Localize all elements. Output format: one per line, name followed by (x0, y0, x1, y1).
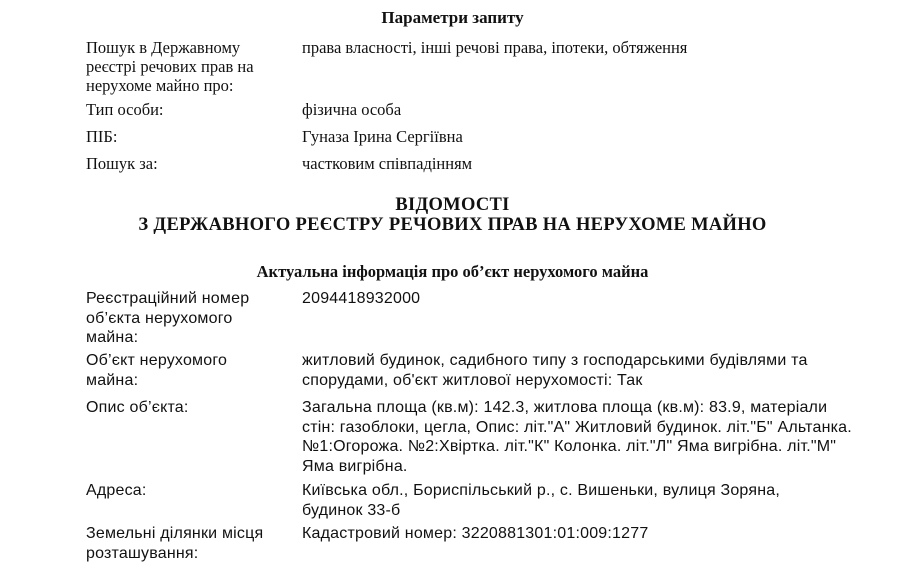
actual-value: 2094418932000 (302, 290, 421, 307)
params-value: фізична особа (302, 100, 402, 119)
actual-label: Адреса: (86, 482, 147, 499)
document-title-line2: З ДЕРЖАВНОГО РЕЄСТРУ РЕЧОВИХ ПРАВ НА НЕРУХОМЕ МАЙНО (138, 215, 767, 235)
actual-info-heading: Актуальна інформація про об’єкт нерухомого майна (256, 262, 649, 281)
actual-label: Земельні ділянки місця розташування: (86, 525, 264, 562)
actual-value: Київська обл., Бориспільський р., с. Вишеньки, вулиця Зоряна, будинок 33-б (302, 482, 780, 519)
document-title-line1: ВІДОМОСТІ (395, 195, 510, 215)
params-label: ПІБ: (86, 127, 118, 146)
document-title (0, 195, 905, 235)
params-value: права власності, інші речові права, іпотеки, обтяження (302, 38, 688, 57)
params-label: Пошук в Державному реєстрі речових прав на нерухоме майно про: (86, 38, 254, 95)
actual-label: Реєстраційний номер об’єкта нерухомого майна: (86, 290, 250, 346)
actual-value: Кадастровий номер: 3220881301:01:009:1277 (302, 525, 649, 542)
params-value: Гуназа Ірина Сергіївна (302, 127, 463, 146)
params-value: частковим співпадінням (302, 154, 473, 173)
actual-value: Загальна площа (кв.м): 142.3, житлова площа (кв.м): 83.9, матеріали стін: газоблоки, цегла, Опис: літ."А" Житловий будинок. літ."Б" Альтанка. №1:Огорожа. №2:Хвіртка. літ."К" Колонка. літ."Л" Яма вигрібна. літ."М" Яма вигрібна. (302, 399, 852, 475)
params-label: Пошук за: (86, 154, 158, 173)
actual-label: Об’єкт нерухомого майна: (86, 352, 228, 389)
params-label: Тип особи: (86, 100, 164, 119)
params-heading: Параметри запиту (381, 8, 524, 27)
actual-label: Опис об’єкта: (86, 399, 189, 416)
actual-value: житловий будинок, садибного типу з господарськими будівлями та спорудами, об'єкт житлової нерухомості: Так (302, 352, 808, 389)
